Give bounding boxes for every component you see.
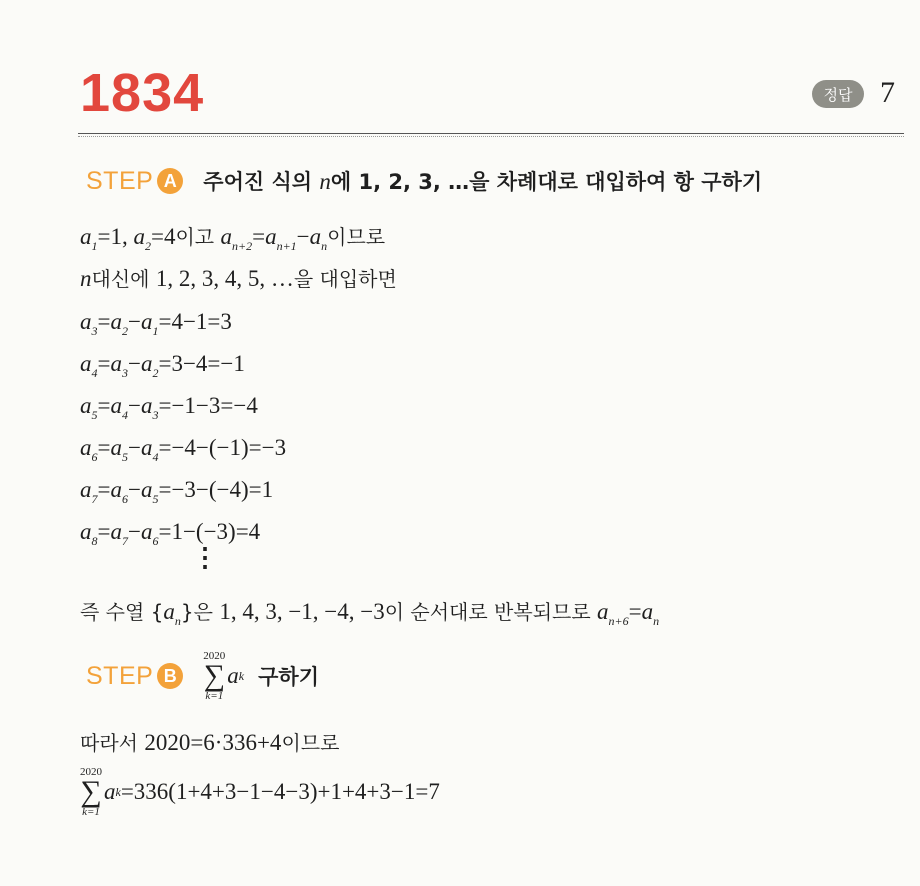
- line-final-division: [80, 728, 339, 758]
- line-a4: $a_4=a_3-a_2=3-4=-1$: [80, 351, 245, 380]
- line-substitute: n대신에 1, 2, 3, 4, 5, …을 대입하면: [80, 266, 397, 291]
- answer-value: 7: [880, 76, 895, 109]
- vertical-ellipsis: ⋮: [192, 543, 218, 572]
- line-initial-conditions: $a_1=1$, $a_2=4$이고 $a_{n+2}=a_{n+1}-a_n$이므로: [80, 224, 386, 253]
- sigma-symbol: 2020 ∑ k=1: [203, 650, 226, 702]
- a7-result: =−3−(−4)=1: [158, 477, 274, 502]
- line-a3: $a_3=a_2-a_1=4-1=3$: [80, 309, 232, 338]
- a4-result: =3−4=−1: [158, 351, 245, 376]
- line-a8: $a_8=a_7-a_6=1-(-3)=4$: [80, 519, 261, 548]
- recurrence-eq: =: [252, 224, 266, 249]
- a5-result: =−1−3=−4: [158, 393, 258, 418]
- line-a6: $a_6=a_5-a_4=-4-(-1)=-3$: [80, 435, 287, 464]
- final-sigma-symbol: 2020 ∑ k=1: [80, 766, 102, 818]
- final-sum-lower: k=1: [82, 806, 100, 818]
- substitute-values: 1, 2, 3, 4, 5, …: [155, 266, 294, 291]
- step-b-header: [86, 650, 319, 702]
- a8-result: =1−(−3)=4: [158, 519, 261, 544]
- conclusion-cycle: 1, 4, 3, −1, −4, −3: [219, 599, 385, 624]
- line-conclusion: 즉 수열 $\{a_n\}$은 1, 4, 3, −1, −4, −3이 순서대로 반복되므로 $a_{n+6}=a_n$: [80, 599, 660, 628]
- sum-upper: 2020: [203, 650, 226, 662]
- step-a-title: [203, 166, 762, 196]
- conclusion-text-2: }은: [180, 600, 220, 624]
- text-and: 이고: [175, 225, 221, 249]
- a1-value: =1,: [97, 224, 134, 249]
- a6-result: =−4−(−1)=−3: [158, 435, 287, 460]
- a2-value: =4: [150, 224, 176, 249]
- step-b-title: 구하기: [258, 665, 319, 689]
- text-therefore: 이므로: [327, 225, 386, 249]
- step-b-letter: B: [157, 663, 183, 689]
- conclusion-text-1: 즉 수열 {: [80, 600, 164, 624]
- step-a-label: STEP: [86, 166, 154, 195]
- step-a-letter: A: [157, 168, 183, 194]
- header-divider: [78, 133, 904, 134]
- text-instead: 대신에: [91, 267, 156, 291]
- final-result: =336(1+4+3−1−4−3)+1+4+3−1=7: [120, 779, 440, 804]
- line-a5: $a_5=a_4-a_3=-1-3=-4$: [80, 393, 258, 422]
- step-b-sum: 2020 ∑ k=1 a k: [203, 650, 245, 702]
- step-a-title-var: n: [319, 169, 331, 194]
- step-b-label: STEP: [86, 661, 154, 690]
- recurrence-minus: −: [296, 224, 310, 249]
- final-text-2: 이므로: [281, 731, 340, 755]
- line-final-sum: 2020 ∑ k=1 a k =336(1+4+3−1−4−3)+1+4+3−1=7: [80, 766, 440, 818]
- header-divider-dotted: [78, 136, 904, 137]
- step-a-title-post: 에 1, 2, 3, …을 차례대로 대입하여 항 구하기: [330, 170, 763, 194]
- final-equation: 2020=6·336+4: [144, 730, 282, 755]
- answer-badge: 정답: [812, 80, 864, 108]
- sum-lower: k=1: [205, 690, 224, 702]
- final-sum-upper: 2020: [80, 766, 102, 778]
- step-a-title-pre: 주어진 식의: [203, 170, 320, 194]
- a3-result: =4−1=3: [158, 309, 232, 334]
- final-text-1: 따라서: [80, 731, 145, 755]
- text-substitute: 을 대입하면: [293, 267, 397, 291]
- step-a-header: [86, 166, 762, 196]
- line-a7: $a_7=a_6-a_5=-3-(-4)=1$: [80, 477, 274, 506]
- conclusion-text-3: 이 순서대로 반복되므로: [384, 600, 598, 624]
- problem-number: 1834: [80, 63, 205, 123]
